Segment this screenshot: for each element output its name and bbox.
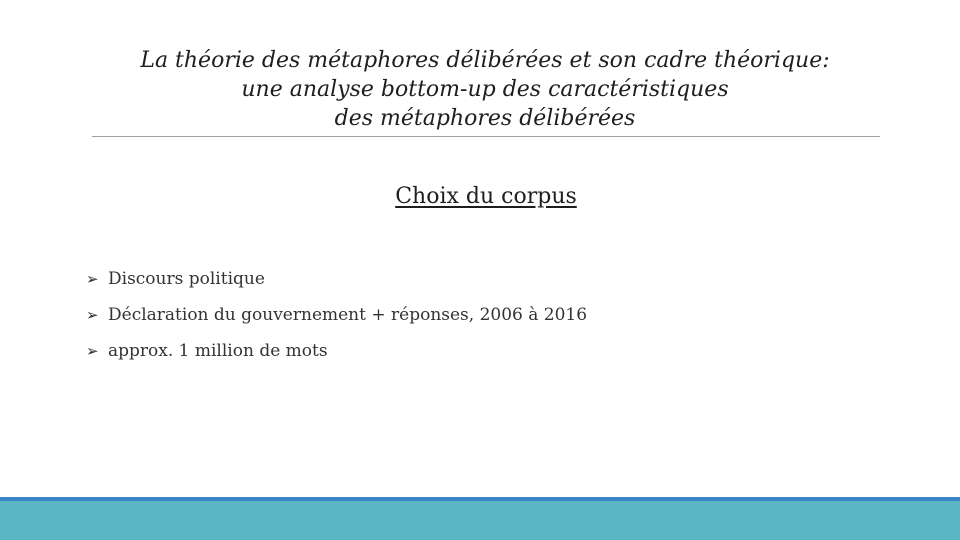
footer-bar [0, 497, 960, 540]
arrow-bullet-icon: ➢ [86, 270, 99, 288]
list-item [86, 297, 587, 333]
list-item [86, 261, 587, 297]
slide-title [60, 46, 910, 133]
section-heading: Choix du corpus [395, 184, 577, 209]
slide-title-line-2: une analyse bottom-up des caractéristiques [241, 77, 729, 102]
slide-title-line-3: des métaphores délibérées [334, 106, 636, 131]
list-item [86, 333, 587, 369]
bullet-list [86, 261, 587, 369]
arrow-bullet-icon: ➢ [86, 306, 99, 324]
bullet-text: Discours politique [108, 269, 265, 289]
title-divider [92, 136, 880, 137]
bullet-text: Déclaration du gouvernement + réponses, 2006 à 2016 [108, 305, 588, 325]
arrow-bullet-icon: ➢ [86, 342, 99, 360]
bullet-text: approx. 1 million de mots [108, 341, 328, 361]
slide-title-line-1: La théorie des métaphores délibérées et son cadre théorique: [140, 48, 830, 73]
